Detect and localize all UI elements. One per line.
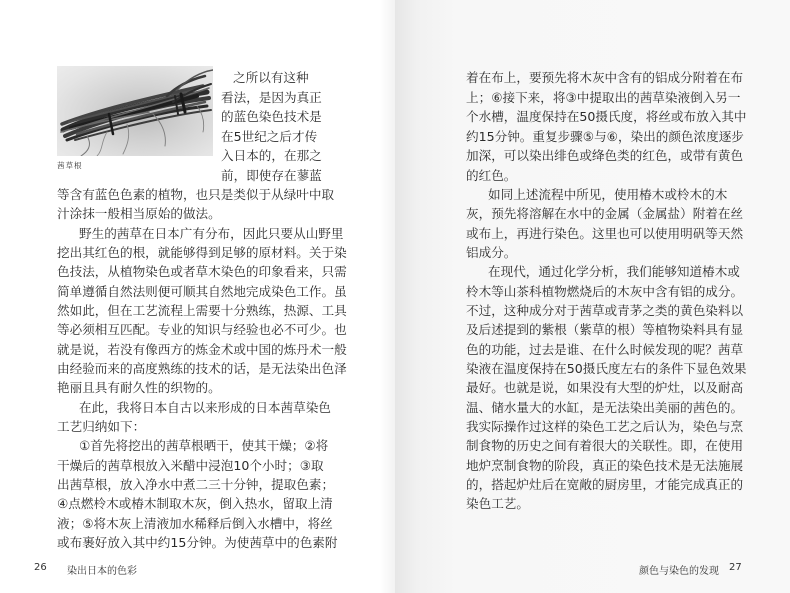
text-line: 色技法，从植物染色或者草木染色的印象看来，只需: [57, 264, 347, 279]
text-line: 工艺归纳如下：: [57, 419, 146, 434]
text-line: 汁涂抹一般相当原始的做法。: [57, 206, 221, 221]
text-line: 等含有蓝色色素的植物，也只是类似于从绿叶中取: [57, 187, 335, 202]
text-line: 液；⑤将木灰上清液加水稀释后倒入水槽中，将丝: [57, 516, 333, 531]
text-line: 温、储水量大的水缸，是无法染出美丽的茜色的。: [466, 400, 744, 415]
text-line: 在5世纪之后才传: [221, 129, 318, 144]
text-line: 然如此，但在工艺流程上需要十分熟练，热源、工具: [57, 303, 347, 318]
text-line: 的蓝色染色技术是: [221, 109, 322, 124]
text-line: 由经验而来的高度熟练的技术的话，是无法染出色泽: [57, 361, 347, 376]
text-line: 不过，这种成分对于茜草或青茅之类的黄色染料以: [466, 303, 744, 318]
text-line: 挖出其红色的根，就能够得到足够的原材料。关于染: [57, 245, 347, 260]
text-line: 出茜草根，放入净水中煮二三十分钟，提取色素；: [57, 477, 335, 492]
text-line: 加深，可以染出绯色或绛色类的红色，或带有黄色: [466, 148, 744, 163]
text-line: 柃木等山茶科植物燃烧后的木灰中含有铝的成分。: [466, 284, 744, 299]
text-line: 野生的茜草在日本广有分布，因此只要从山野里: [79, 226, 344, 241]
text-line: 着在布上，要预先将木灰中含有的铝成分附着在布: [466, 70, 744, 85]
text-line: 制食物的历史之间有着很大的关联性。即，在使用: [466, 438, 744, 453]
text-line: 及后述提到的紫根（紫草的根）等植物染料具有显: [466, 322, 744, 337]
text-line: 铝成分。: [466, 245, 517, 260]
text-line: 入日本的，在那之: [221, 148, 322, 163]
text-line: 如同上述流程中所见，使用椿木或柃木的木: [488, 187, 728, 202]
text-line: 等必须相互匹配。专业的知识与经验也必不可少。也: [57, 322, 347, 337]
folio-page-number-left: 26: [34, 562, 47, 573]
text-line: 在此，我将日本自古以来形成的日本茜草染色: [79, 400, 331, 415]
right-page: [395, 0, 790, 593]
folio-page-number-right: 27: [729, 562, 742, 573]
text-line: ④点燃柃木或椿木制取木灰，倒入热水，留取上清: [57, 496, 333, 511]
text-line: 染色工艺。: [466, 496, 529, 511]
photo-caption: 茜草根: [57, 161, 83, 170]
text-line: 的红色。: [466, 168, 517, 183]
text-line: 简单遵循自然法则便可顺其自然地完成染色工作。虽: [57, 284, 347, 299]
text-line: 之所以有这种: [233, 70, 309, 85]
text-line: 色的功能，过去是谁、在什么时候发现的呢？茜草: [466, 342, 744, 357]
text-line: 约15分钟。重复步骤⑤与⑥，染出的颜色浓度逐步: [466, 129, 744, 144]
root-bundle-illustration: [57, 66, 213, 156]
text-line: 看法，是因为真正: [221, 90, 322, 105]
text-line: ①首先将挖出的茜草根晒干，使其干燥；②将: [79, 438, 329, 453]
text-line: 个水槽，温度保持在50摄氏度，将丝或布放入其中: [466, 109, 747, 124]
madder-root-photo: [57, 66, 213, 156]
text-line: 或布上，再进行染色。这里也可以使用明矾等天然: [466, 226, 744, 241]
folio-book-title: 染出日本的色彩: [67, 566, 137, 577]
gutter-shadow: [380, 0, 395, 593]
text-line: 染液在温度保持在50摄氏度左右的条件下显色效果: [466, 361, 747, 376]
text-line: 地炉烹制食物的阶段，真正的染色技术是无法施展: [466, 458, 744, 473]
text-line: 上；⑥接下来，将③中提取出的茜草染液倒入另一: [466, 90, 741, 105]
text-line: 或布裹好放入其中约15分钟。为使茜草中的色素附: [57, 535, 338, 550]
folio-chapter-title: 颜色与染色的发现: [639, 566, 719, 577]
text-line: 灰，预先将溶解在水中的金属（金属盐）附着在丝: [466, 206, 744, 221]
text-line: 前，即使存在蓼蓝: [221, 168, 322, 183]
text-line: 在现代，通过化学分析，我们能够知道椿木或: [488, 264, 740, 279]
text-line: 干燥后的茜草根放入米醋中浸泡10个小时；③取: [57, 458, 324, 473]
text-line: 我实际操作过这样的染色工艺之后认为，染色与烹: [466, 419, 744, 434]
text-line: 的，搭起炉灶后在宽敞的厨房里，才能完成真正的: [466, 477, 744, 492]
text-line: 最好。也就是说，如果没有大型的炉灶，以及耐高: [466, 380, 744, 395]
text-line: 艳丽且具有耐久性的织物的。: [57, 380, 221, 395]
text-line: 就是说，若没有像西方的炼金术或中国的炼丹术一般: [57, 342, 347, 357]
